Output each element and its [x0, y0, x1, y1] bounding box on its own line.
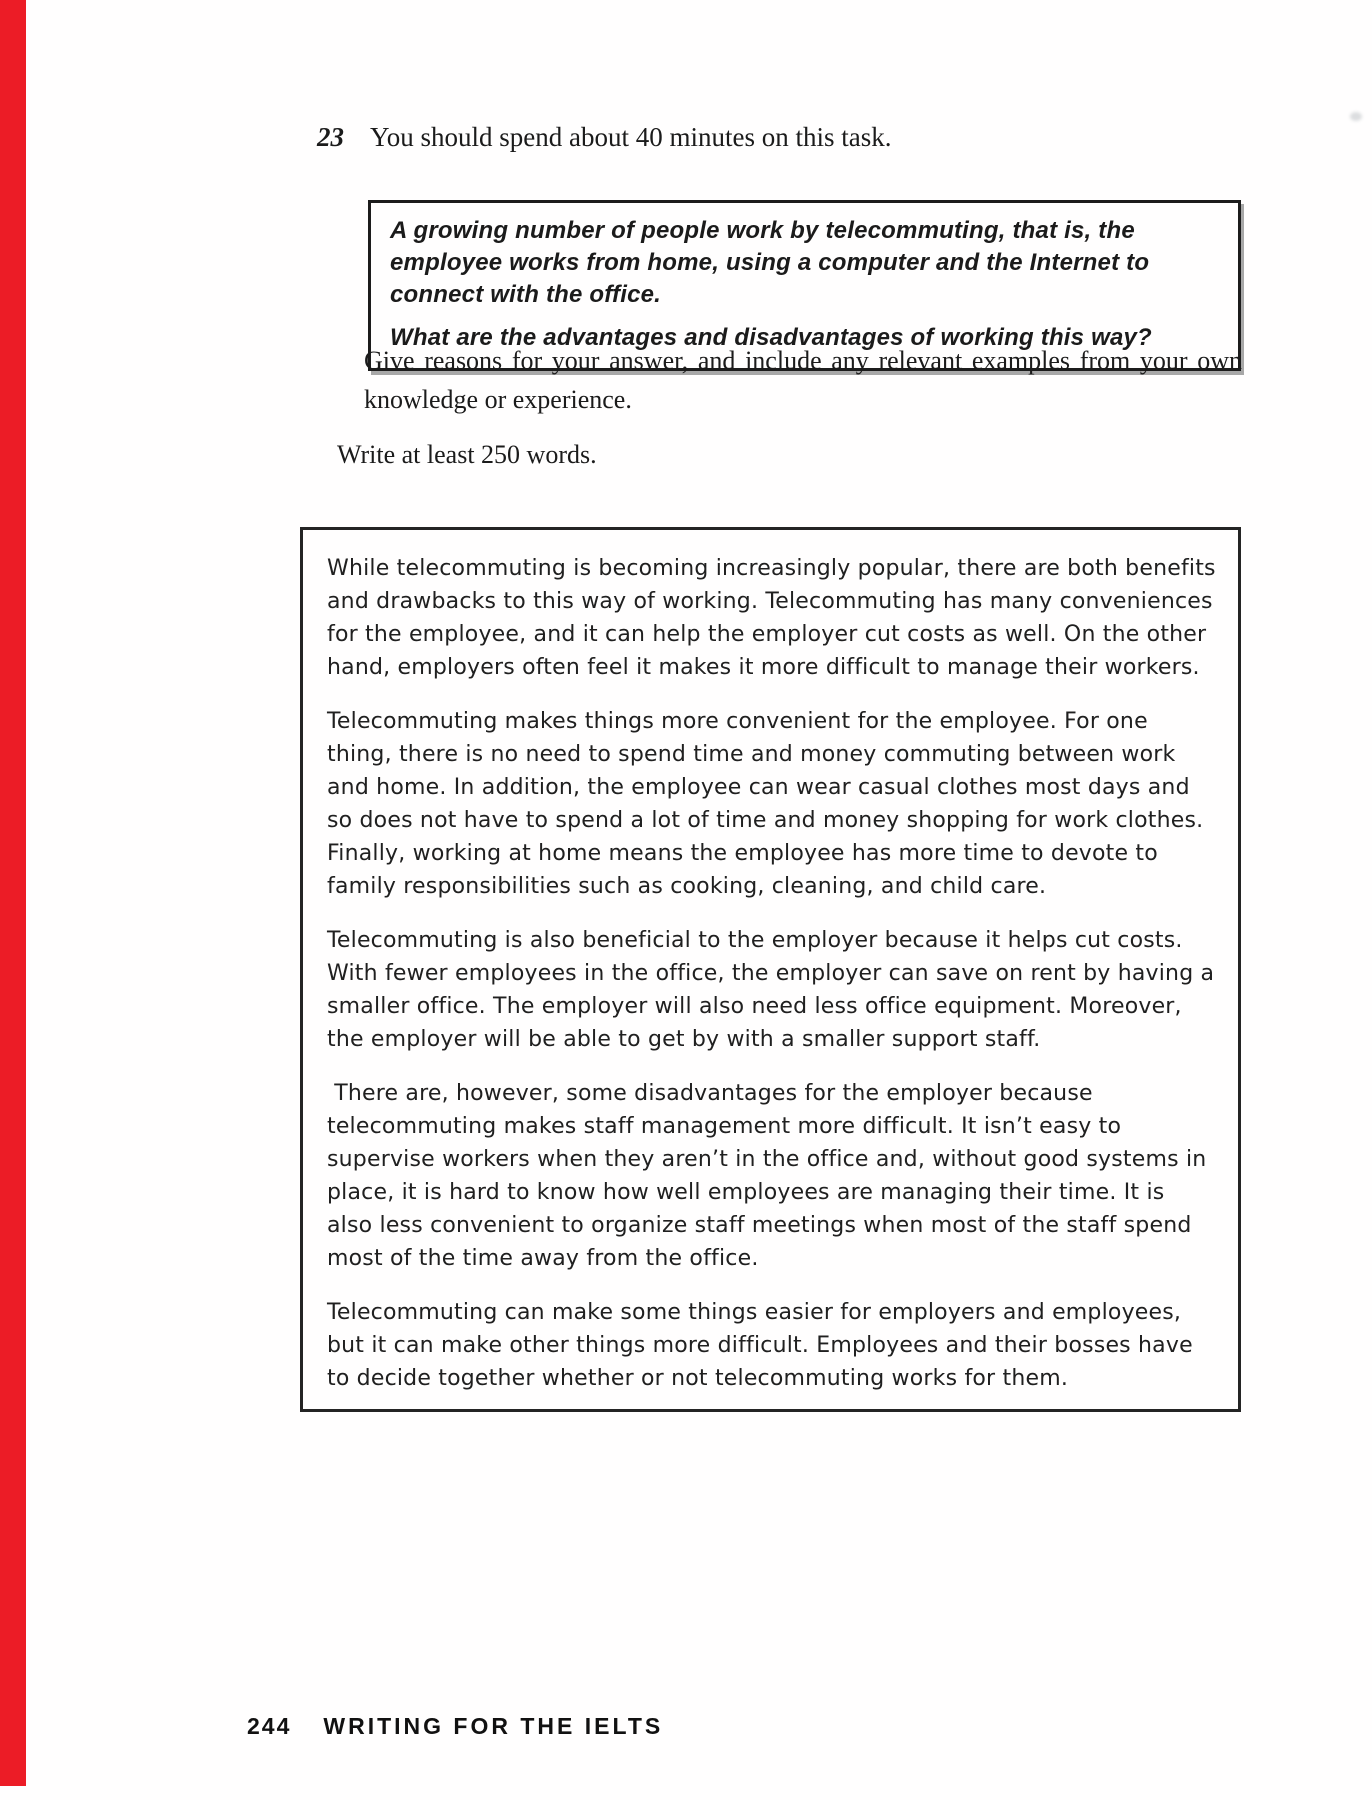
task-time-instruction: You should spend about 40 minutes on this task.	[370, 122, 892, 152]
essay-paragraph: While telecommuting is becoming increasingly popular, there are both benefits and drawbacks to this way of working. Telecommuting has many conveniences for the employee, and it can help the employer cut costs as well. On the other hand, employers often feel it makes it more difficult to manage their workers.	[327, 556, 1223, 680]
page-footer	[247, 1713, 663, 1740]
essay-paragraph: There are, however, some disadvantages for the employer because telecommuting makes staff management more difficult. It isn’t easy to supervise workers when they aren’t in the office and, without good systems in place, it is hard to know how well employees are managing their time. It is also less convenient to organize staff meetings when most of the staff spend most of the time away from the office.	[327, 1081, 1214, 1271]
essay-paragraph: Telecommuting is also beneficial to the employer because it helps cut costs. With fewer employees in the office, the employer can save on rent by having a smaller office. The employer will also need less office equipment. Moreover, the employer will be able to get by with a smaller support staff.	[327, 928, 1222, 1052]
essay-box	[300, 527, 1241, 1412]
support-instruction: Give reasons for your answer, and include any relevant examples from your own knowledge or experience.	[364, 346, 1242, 414]
task-header	[317, 120, 892, 154]
footer-page-number: 244	[247, 1713, 292, 1739]
length-instruction: Write at least 250 words.	[337, 440, 597, 469]
scan-smudge	[1350, 112, 1362, 121]
essay-paragraph: Telecommuting makes things more convenient for the employee. For one thing, there is no need to spend time and money commuting between work and home. In addition, the employee can wear casual clothes most days and so does not have to spend a lot of time and money shopping for work clothes. Finally, working at home means the employee has more time to devote to family responsibilities such as cooking, cleaning, and child care.	[327, 709, 1211, 899]
task-number: 23	[317, 122, 344, 152]
page-edge-stripe	[0, 0, 26, 1786]
prompt-question: What are the advantages and disadvantages of working this way?	[390, 324, 1152, 351]
prompt-statement: A growing number of people work by telecommuting, that is, the employee works from home, using a computer and the Internet to connect with the office.	[390, 217, 1150, 308]
essay-paragraph: Telecommuting can make some things easier for employers and employees, but it can make other things more difficult. Employees and their bosses have to decide together whether or not telecommuting works for them.	[327, 1300, 1201, 1391]
footer-book-title: WRITING FOR THE IELTS	[323, 1713, 664, 1739]
